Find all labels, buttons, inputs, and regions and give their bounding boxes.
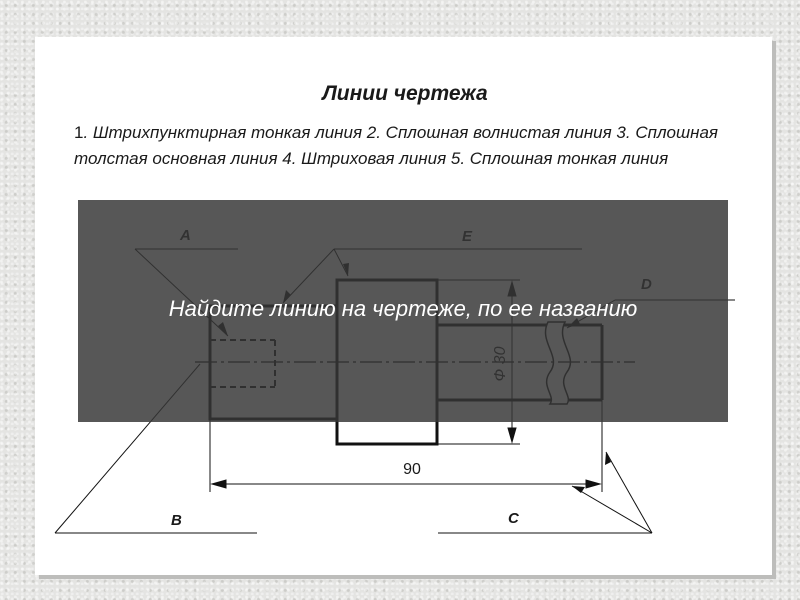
slide-title: Линии чертежа [322,82,488,105]
legend-number: 1 [74,123,84,142]
label-b: B [171,512,182,529]
leader-c-2 [606,452,652,533]
legend-text: . Штрихпунктирная тонкая линия 2. Сплошная волнистая линия 3. Сплошная толстая основная линия 4. Штриховая линия 5. Сплошная тонкая линия [74,123,719,168]
dimension-length-90: 90 [403,461,421,478]
label-c: C [508,510,519,527]
question-text: Найдите линию на чертеже, по ее названию [168,296,638,321]
leader-c-1 [572,486,652,533]
